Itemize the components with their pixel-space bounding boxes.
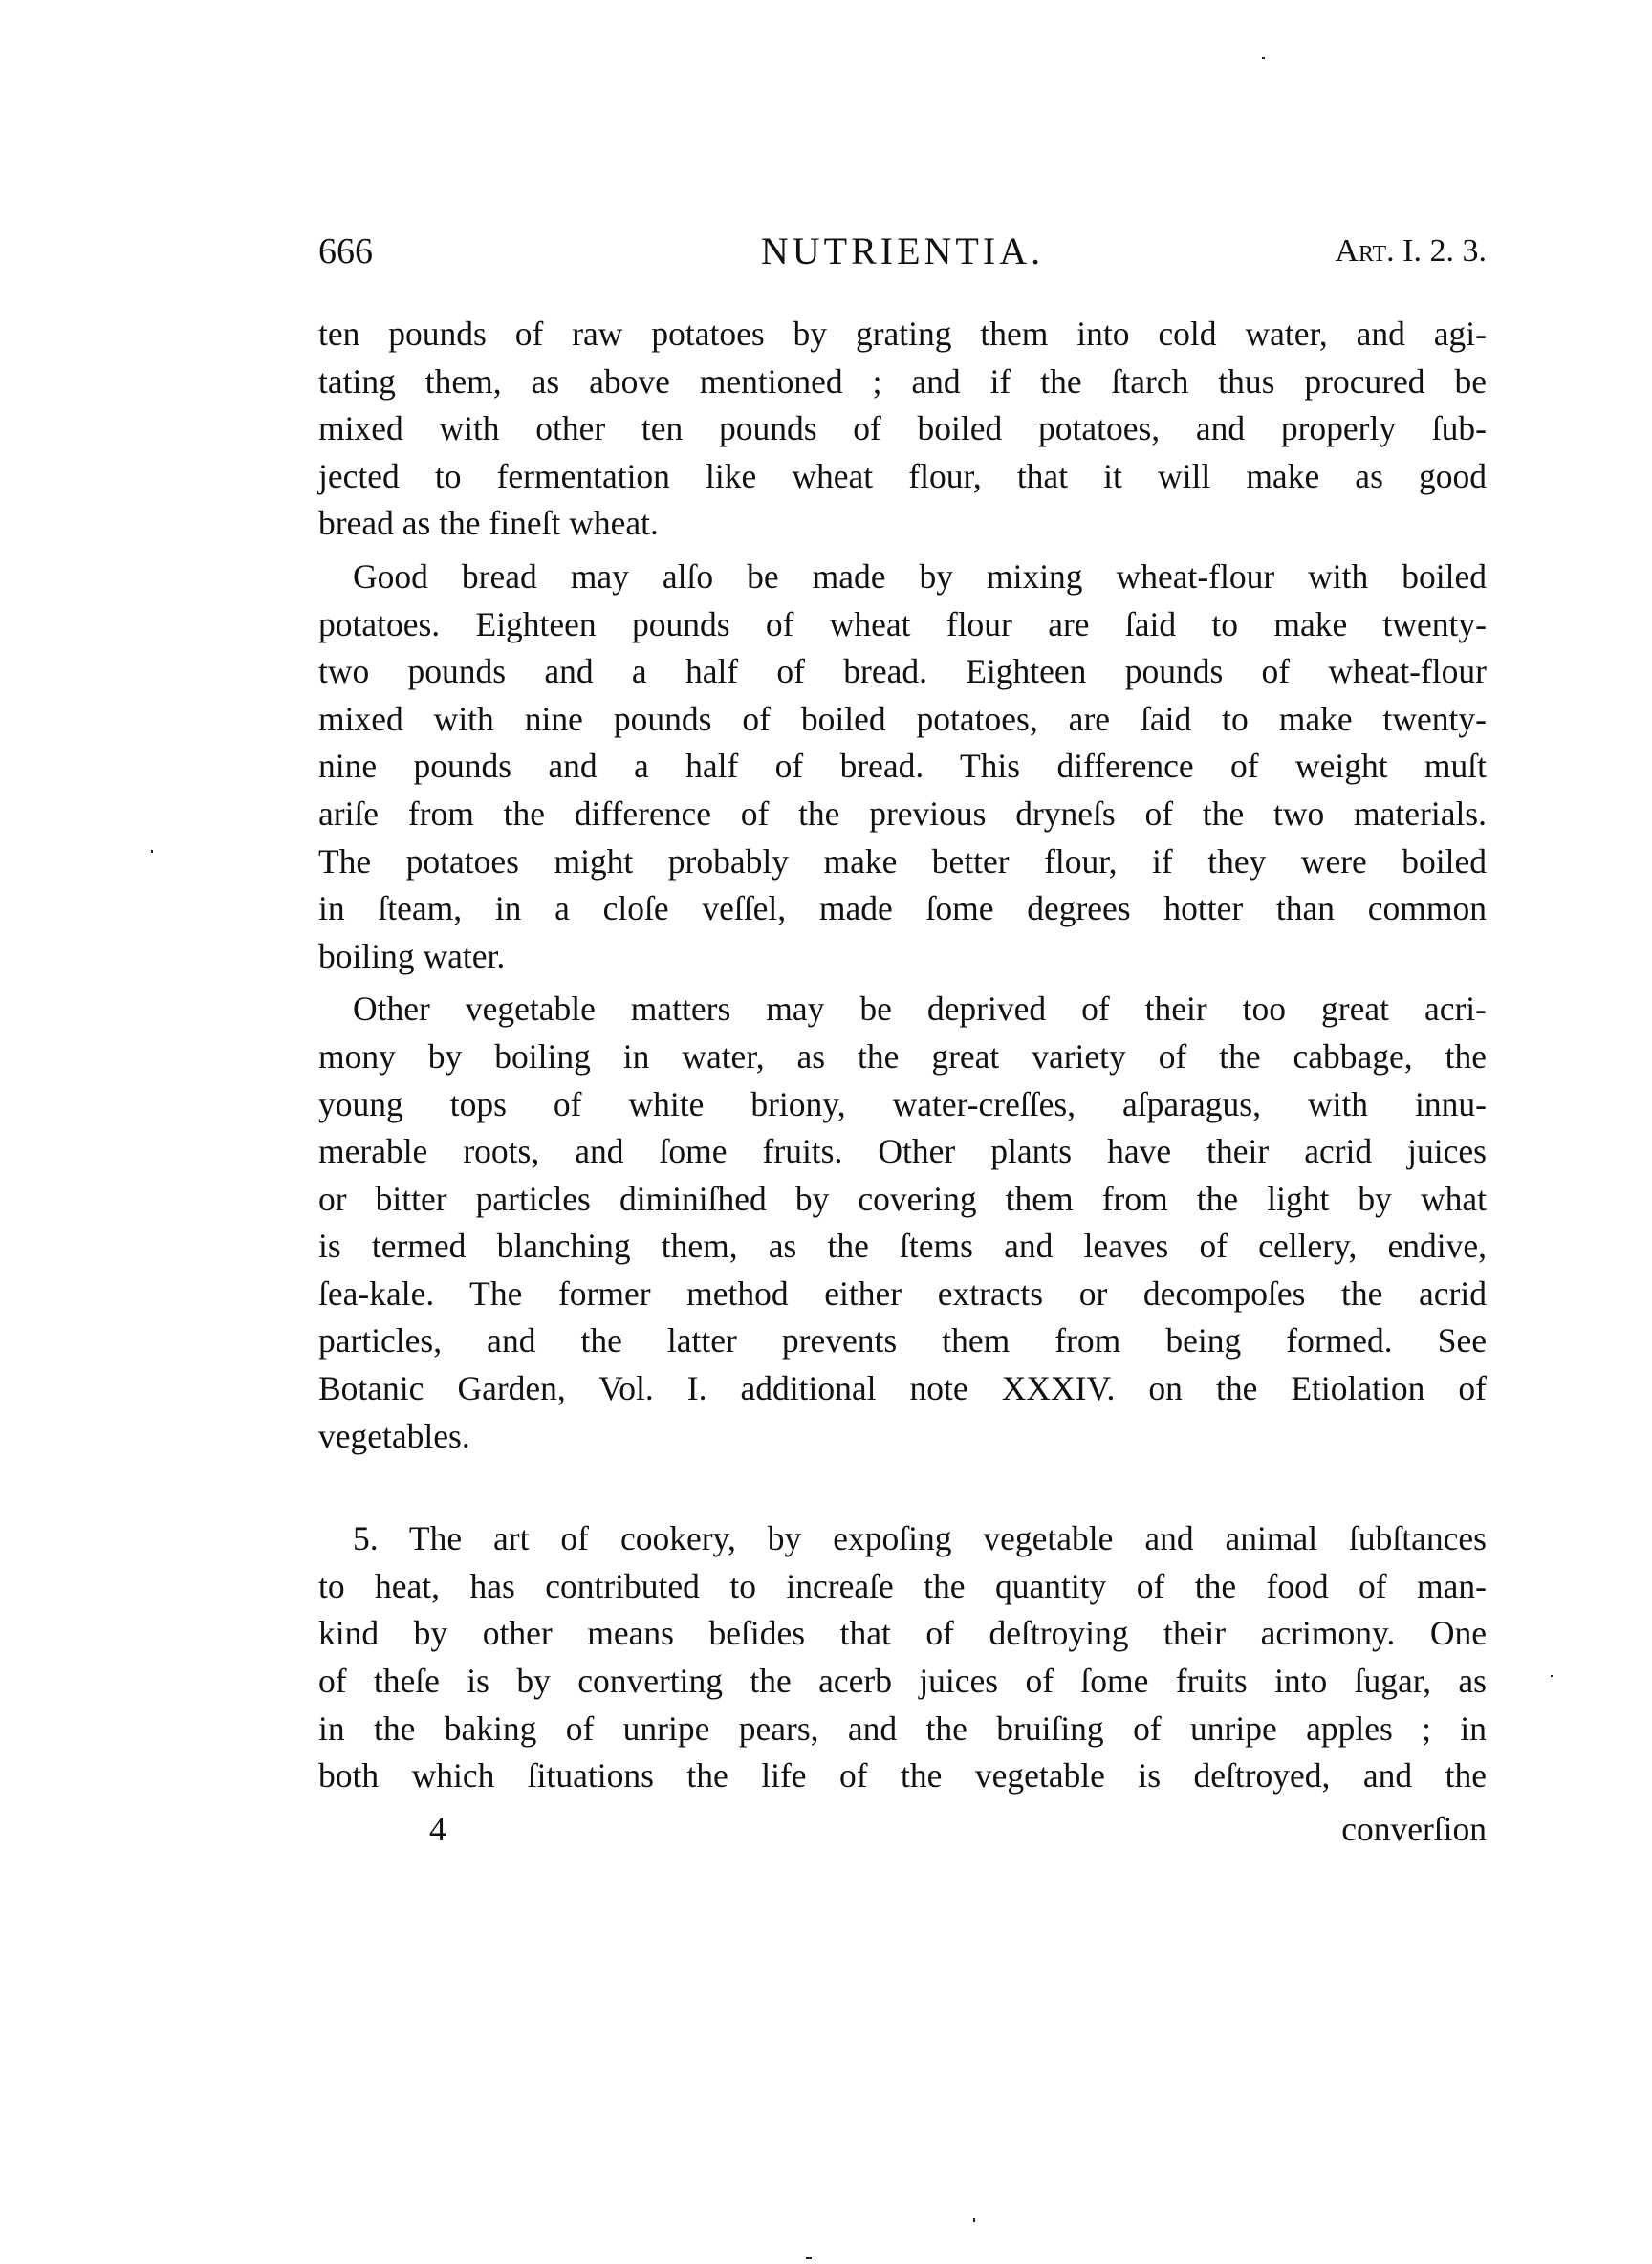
text-line: both which ſituations the life of the vegetable is deſtroyed, and the	[318, 1756, 1487, 1796]
text-line: ſea-kale. The former method either extracts or decompoſes the acrid	[318, 1274, 1487, 1313]
text-line: kind by other means beſides that of deſtroying their acrimony. One	[318, 1614, 1487, 1653]
text-line: or bitter particles diminiſhed by covering them from the light by what	[318, 1179, 1487, 1218]
text-line: two pounds and a half of bread. Eighteen pounds of wheat-flour	[318, 652, 1487, 691]
scan-speck	[973, 2218, 975, 2222]
text-line: mony by boiling in water, as the great variety of the cabbage, the	[318, 1036, 1487, 1076]
signature-mark: 4	[429, 1809, 446, 1848]
text-line: to heat, has contributed to increaſe the quantity of the food of man-	[318, 1566, 1487, 1605]
section-break	[318, 1466, 1487, 1515]
article-reference: Art. I. 2. 3.	[1335, 233, 1487, 269]
text-line: young tops of white briony, water-creſſes, aſparagus, with innu-	[318, 1084, 1487, 1123]
scan-speck	[806, 2257, 812, 2259]
running-head	[318, 229, 1487, 273]
text-line: vegetables.	[318, 1416, 470, 1455]
text-line: boiling water.	[318, 936, 506, 975]
text-line: The potatoes might probably make better flour, if they were boiled	[318, 841, 1487, 881]
text-line: nine pounds and a half of bread. This difference of weight muſt	[318, 747, 1487, 786]
text-line: particles, and the latter prevents them from being formed. See	[318, 1321, 1487, 1361]
text-line: ariſe from the difference of the previous dryneſs of the two materials.	[318, 794, 1487, 833]
catchword: converſion	[1341, 1809, 1487, 1848]
scan-speck	[1551, 1675, 1553, 1677]
text-line: mixed with other ten pounds of boiled potatoes, and properly ſub-	[318, 409, 1487, 448]
text-line: of theſe is by converting the acerb juices of ſome fruits into ſugar, as	[318, 1662, 1487, 1701]
text-line: in ſteam, in a cloſe veſſel, made ſome degrees hotter than common	[318, 889, 1487, 928]
text-line: Good bread may alſo be made by mixing wheat-flour with boiled	[353, 556, 1487, 596]
scan-speck	[1262, 57, 1265, 59]
body-text	[318, 311, 1487, 1853]
text-line: potatoes. Eighteen pounds of wheat flour are ſaid to make twenty-	[318, 604, 1487, 643]
text-line: is termed blanching them, as the ſtems and leaves of cellery, endive,	[318, 1227, 1487, 1266]
text-line: in the baking of unripe pears, and the bruiſing of unripe apples ; in	[318, 1709, 1487, 1748]
text-line: 5. The art of cookery, by expoſing vegetable and animal ſubſtances	[353, 1519, 1487, 1558]
paragraph-vegetable-acrimony	[318, 986, 1487, 1460]
text-line: ten pounds of raw potatoes by grating them into cold water, and agi-	[318, 315, 1487, 353]
page-number: 666	[318, 231, 373, 272]
text-line: bread as the fineſt wheat.	[318, 504, 659, 543]
paragraph-continued	[318, 311, 1487, 548]
running-title: NUTRIENTIA.	[760, 229, 1045, 272]
paragraph-bread-mixing	[318, 554, 1487, 980]
scan-speck	[151, 850, 153, 853]
paragraph-section-5-cookery	[318, 1515, 1487, 1800]
text-line: tating them, as above mentioned ; and if the ſtarch thus procured be	[318, 361, 1487, 401]
catchline	[318, 1806, 1487, 1854]
text-line: Botanic Garden, Vol. I. additional note XXXIV. on the Etiolation of	[318, 1369, 1487, 1408]
text-line: Other vegetable matters may be deprived of their too great acri-	[353, 990, 1487, 1029]
text-line: jected to fermentation like wheat flour, that it will make as good	[318, 456, 1487, 495]
text-line: mixed with nine pounds of boiled potatoes, are ſaid to make twenty-	[318, 699, 1487, 738]
text-line: merable roots, and ſome fruits. Other plants have their acrid juices	[318, 1132, 1487, 1171]
